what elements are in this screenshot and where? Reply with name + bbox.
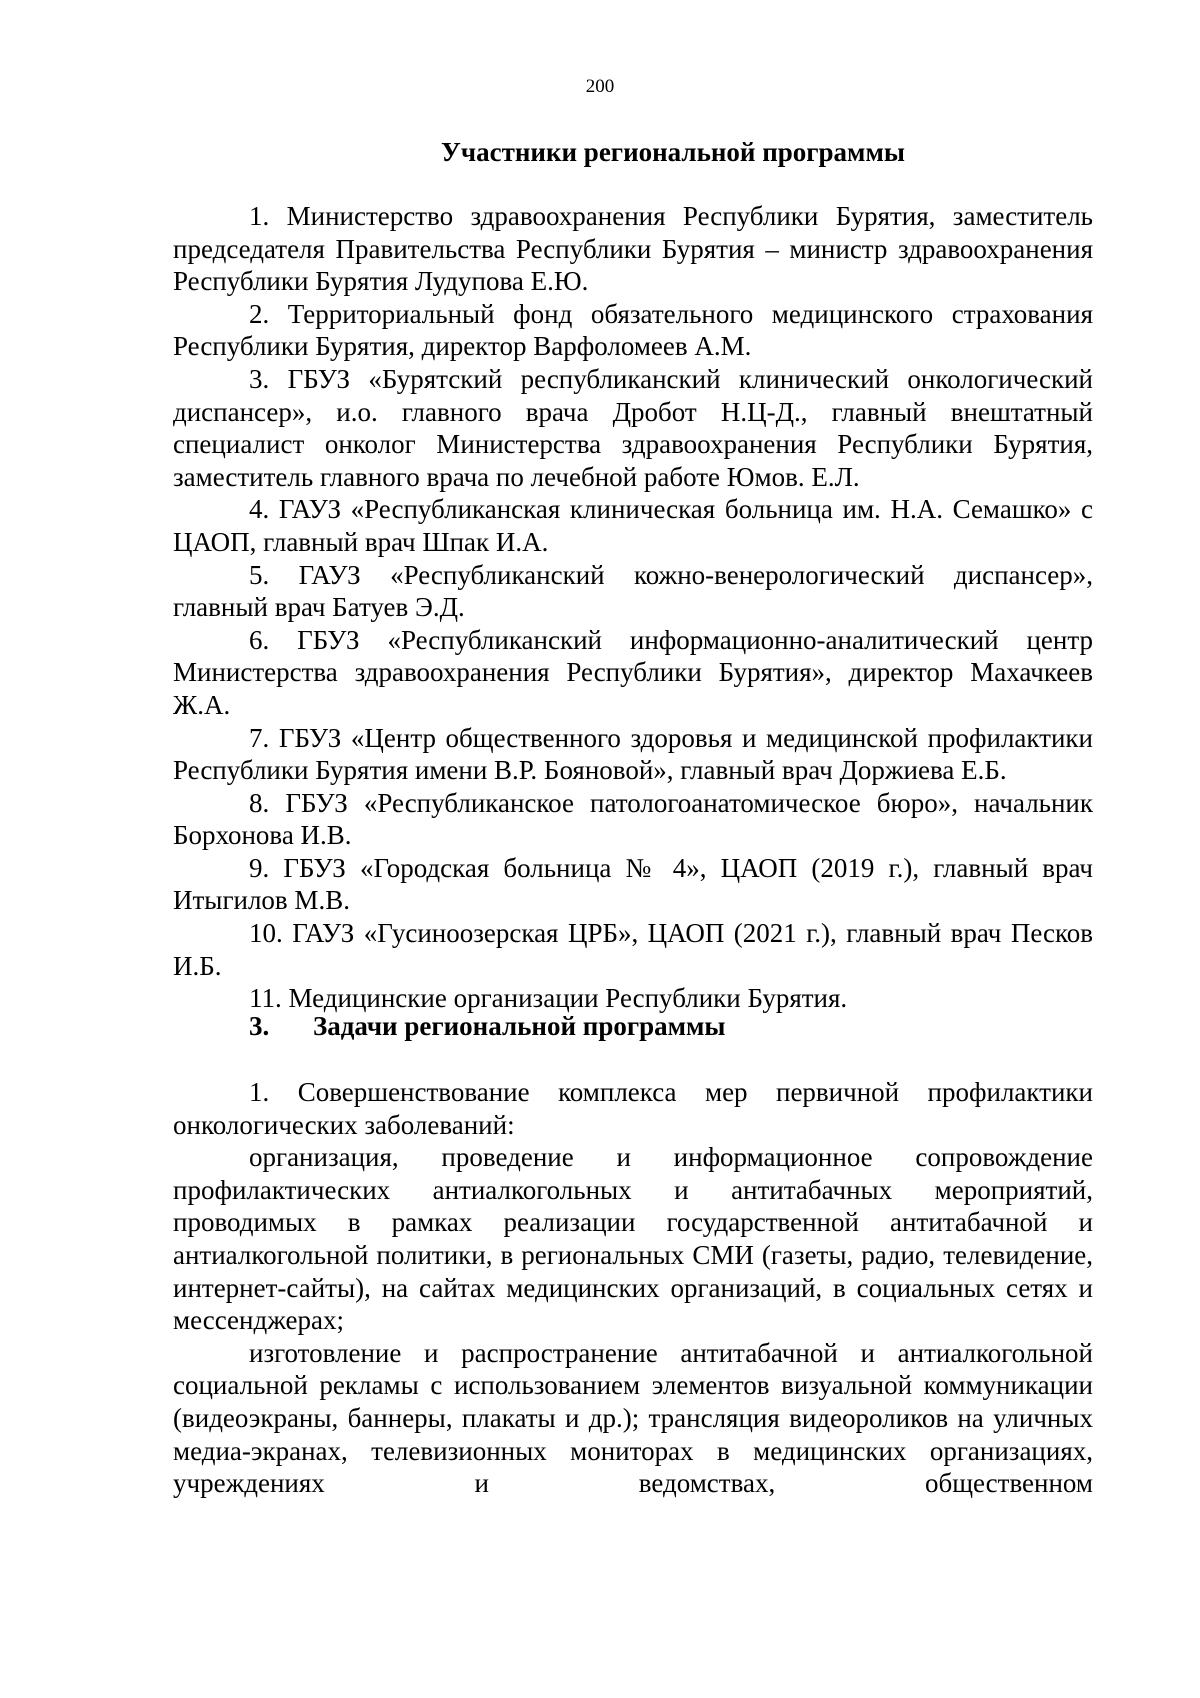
section-number: 3. [249, 1011, 270, 1041]
tasks-section [173, 1010, 1093, 1500]
participant-item: 2. Территориальный фонд обязательного медицинского страхования Республики Бурятия, директор Варфоломеев А.М. [173, 298, 1093, 362]
participants-heading: Участники региональной программы [441, 137, 905, 167]
task-paragraph: организация, проведение и информационное сопровождение профилактических антиалкогольных и антитабачных мероприятий, проводимых в рамках реализации государственной антитабачной и антиалкогольной политики, в региональных СМИ (газеты, радио, телевидение, интернет-сайты), на сайтах медицинских организаций, в социальных сетях и мессенджерах; [173, 1142, 1093, 1336]
section-title: Задачи региональной программы [313, 1011, 726, 1041]
participant-item: 1. Министерство здравоохранения Республики Бурятия, заместитель председателя Правительства Республики Бурятия – министр здравоохранения Республики Бурятия Лудупова Е.Ю. [173, 201, 1093, 297]
participant-item: 5. ГАУЗ «Республиканский кожно-венерологический диспансер», главный врач Батуев Э.Д. [173, 559, 1093, 623]
participant-item: 6. ГБУЗ «Республиканский информационно-аналитический центр Министерства здравоохранения Республики Бурятия», директор Махачкеев Ж.А. [173, 624, 1093, 720]
page-number: 200 [585, 76, 615, 97]
participant-item: 4. ГАУЗ «Республиканская клиническая больница им. Н.А. Семашко» с ЦАОП, главный врач Шпак И.А. [173, 494, 1093, 557]
task-paragraph: 1. Совершенствование комплекса мер первичной профилактики онкологических заболеваний: [173, 1077, 1093, 1140]
participant-item: 10. ГАУЗ «Гусиноозерская ЦРБ», ЦАОП (2021 г.), главный врач Песков И.Б. [173, 918, 1093, 981]
tasks-heading [173, 1010, 1093, 1042]
task-paragraph: изготовление и распространение антитабачной и антиалкогольной социальной рекламы с использованием элементов визуальной коммуникации (видеоэкраны, баннеры, плакаты и др.); трансляция видеороликов на уличных медиа-экранах, телевизионных мониторах в медицинских организациях, учреждениях и ведомствах, общественном [173, 1337, 1093, 1499]
participants-section [173, 136, 1093, 1015]
participant-item: 3. ГБУЗ «Бурятский республиканский клинический онкологический диспансер», и.о. главного врача Дробот Н.Ц-Д., главный внештатный специалист онколог Министерства здравоохранения Республики Бурятия, заместитель главного врача по лечебной работе Юмов. Е.Л. [173, 363, 1093, 492]
participant-item: 9. ГБУЗ «Городская больница № 4», ЦАОП (2019 г.), главный врач Итыгилов М.В. [173, 852, 1093, 916]
participant-item: 8. ГБУЗ «Республиканское патологоанатомическое бюро», начальник Борхонова И.В. [173, 787, 1093, 851]
participant-item: 11. Медицинские организации Республики Бурятия. [249, 983, 848, 1014]
participant-item: 7. ГБУЗ «Центр общественного здоровья и медицинской профилактики Республики Бурятия имени В.Р. Бояновой», главный врач Доржиева Е.Б. [173, 722, 1093, 786]
